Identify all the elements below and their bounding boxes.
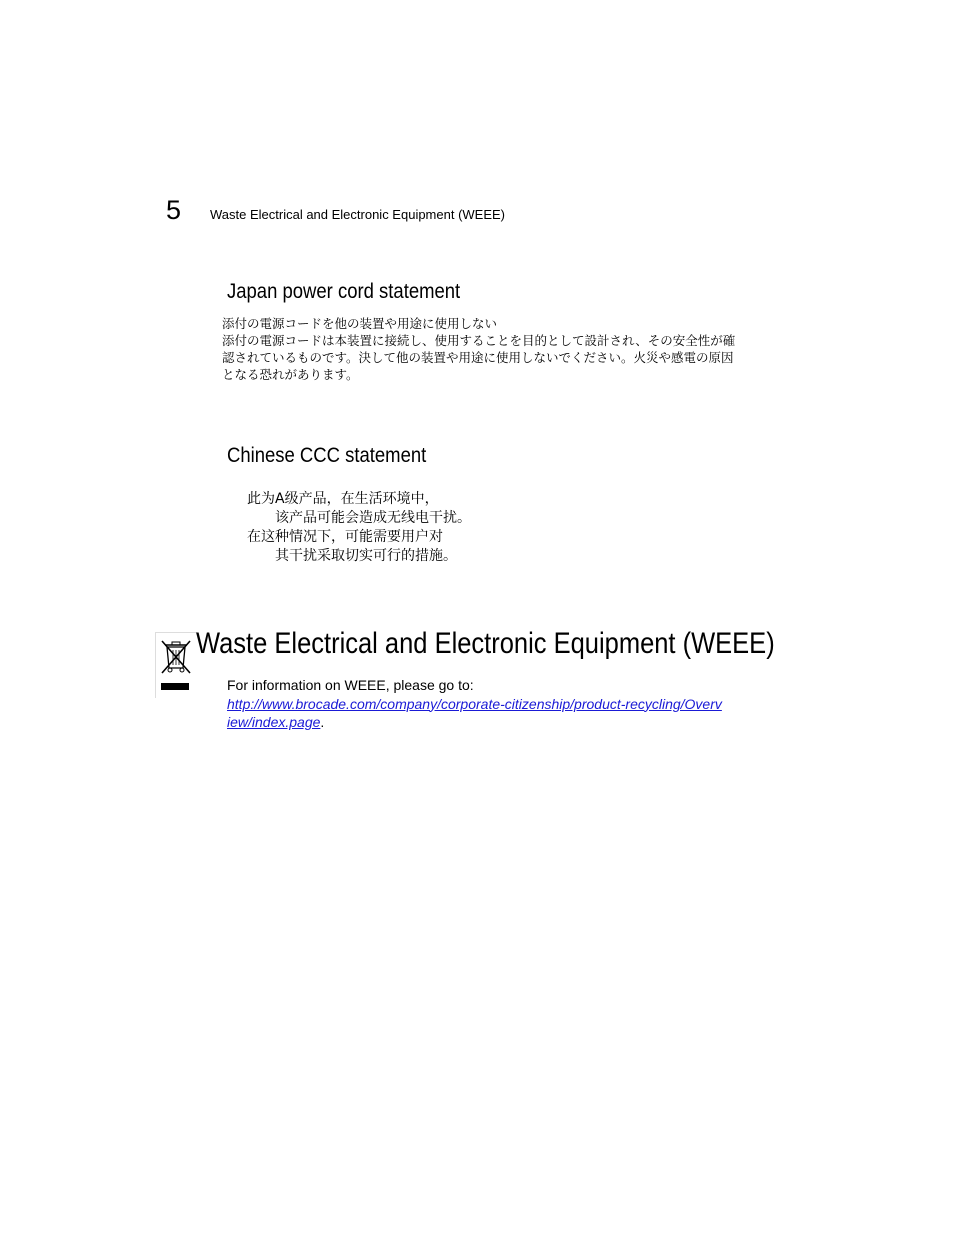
japan-statement-line: となる恐れがあります。 (222, 367, 359, 382)
chinese-statement-line: 其干扰采取切实可行的措施。 (275, 548, 457, 564)
weee-intro-text: For information on WEEE, please go to: (227, 677, 474, 693)
chinese-statement-line: 该产品可能会造成无线电干扰。 (275, 510, 471, 526)
chinese-statement-line: 此为A级产品，在生活环境中， (247, 491, 439, 507)
japan-statement-line: 認されているものです。決して他の装置や用途に使用しないでください。火災や感電の原因 (222, 350, 734, 365)
weee-info-paragraph (227, 676, 772, 732)
japan-section-heading: Japan power cord statement (227, 280, 461, 304)
chinese-statement (247, 490, 547, 566)
weee-recycling-link[interactable] (227, 696, 722, 731)
japan-statement-line: 添付の電源コードは本装置に接続し、使用することを目的として設計され、その安全性が確 (222, 333, 736, 348)
weee-link-line: iew/index.page (227, 714, 321, 730)
chinese-statement-line: 在这种情况下，可能需要用户对 (247, 529, 443, 545)
weee-trailing-period: . (320, 714, 325, 730)
crossed-out-wheelie-bin-icon (155, 632, 197, 698)
weee-link-line: http://www.brocade.com/company/corporate-citizenship/product-recycling/Overv (227, 695, 722, 712)
chinese-section-heading: Chinese CCC statement (227, 444, 427, 468)
weee-link-block (227, 695, 772, 732)
japan-statement-line: 添付の電源コードを他の装置や用途に使用しない (222, 316, 498, 331)
chapter-number: 5 (166, 195, 182, 225)
running-header: Waste Electrical and Electronic Equipment (WEEE) (210, 207, 506, 222)
weee-section-heading: Waste Electrical and Electronic Equipment (WEEE) (196, 627, 775, 660)
japan-statement (222, 315, 782, 383)
